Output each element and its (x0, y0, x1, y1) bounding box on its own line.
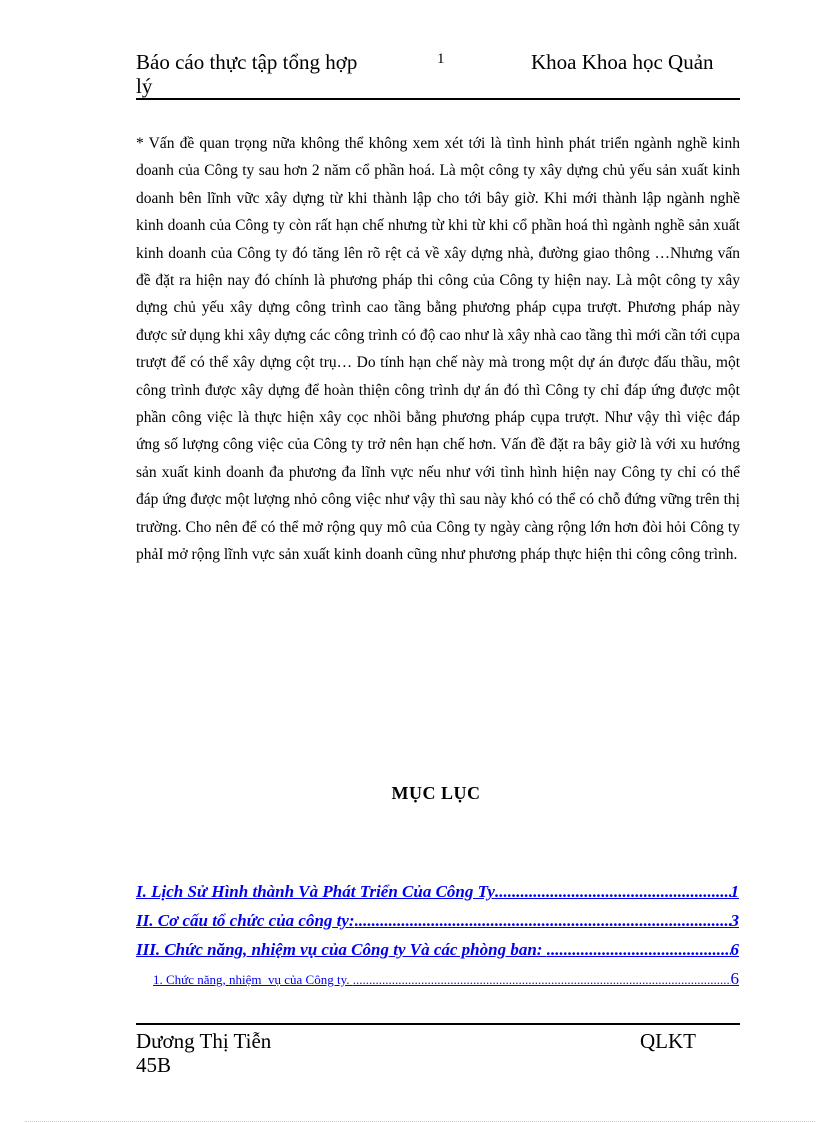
toc-item-page: 6 (730, 969, 739, 988)
toc-leader-dots (495, 882, 731, 902)
header-faculty: Khoa Khoa học Quản (531, 50, 714, 74)
header-rule (136, 98, 740, 100)
body-paragraph: * Vấn đề quan trọng nữa không thể không xem xét tới là tình hình phát triển ngành nghề kinh doanh của Công ty sau hơn 2 năm cổ phần hoá. Là một công ty xây dựng chủ yếu sản xuất kinh doanh bên lĩnh vữc xây dựng từ khi thành lập cho tới bây giờ. Khi mới thành lập ngành nghề kinh doanh của Công ty còn rất hạn chế nhưng từ khi từ khi cổ phần hoá thì ngành nghề sản xuất kinh doanh của Công ty đó tăng lên rõ rệt cả về xây dựng nhà, đường giao thông …Nhưng vấn đề đặt ra hiện nay đó chính là phương pháp thi công của Công ty hiện nay. Là một công ty xây dựng chủ yếu xây dựng công trình cao tầng bằng phương pháp cụpa trượt. Phương pháp này được sử dụng khi xây dựng các công trình có độ cao như là xây nhà cao tầng thì mới cần tới cụpa trượt để có thể xây dựng cột trụ… Do tính hạn chế này mà trong một dự án được đấu thầu, một công trình được xây dựng để hoàn thiện công trình dự án đó thì Công ty chỉ đáp ứng được một phần công việc là thực hiện xây cọc nhồi bằng phương pháp cụpa trượt. Như vậy thì việc đáp ứng số lượng công việc của Công ty trở nên hạn chế hơn. Vấn đề đặt ra bây giờ là với xu hướng sản xuất kinh doanh đa phương đa lĩnh vực nếu như với tình hình hiện nay Công ty chỉ có thể đáp ứng được một lượng nhỏ công việc như vậy thì sau này khó có thể có chỗ đứng vững trên thị trường. Cho nên để có thể mở rộng quy mô của Công ty ngày càng rộng lớn hơn đòi hỏi Công ty phảI mở rộng lĩnh vực sản xuất kinh doanh cũng như phương pháp thực hiện thi công công trình. (136, 135, 740, 564)
toc-item-page: 6 (730, 940, 739, 959)
toc-item-label: 1. Chức năng, nhiệm vụ của Công ty. (153, 972, 353, 987)
toc-subitem-company-functions[interactable] (136, 969, 739, 997)
toc-leader-dots (547, 940, 731, 960)
toc-item-page: 3 (730, 911, 739, 930)
toc-title: MỤC LỤC (391, 783, 481, 803)
footer-department: QLKT (640, 1029, 696, 1053)
table-of-contents (136, 882, 739, 997)
toc-item-history[interactable] (136, 882, 739, 911)
header-report-title: Báo cáo thực tập tổng hợp lý (136, 50, 358, 98)
toc-item-label: I. Lịch Sử Hình thành Và Phát Triển Của Công Ty (136, 882, 495, 901)
toc-item-functions[interactable] (136, 940, 739, 969)
footer-rule (136, 1023, 740, 1025)
toc-item-structure[interactable] (136, 911, 739, 940)
toc-item-label: III. Chức năng, nhiệm vụ của Công ty Và các phòng ban: (136, 940, 547, 959)
toc-item-label: II. Cơ cấu tổ chức của công ty: (136, 911, 355, 930)
header-page-number: 1 (437, 51, 445, 67)
toc-leader-dots (353, 972, 731, 988)
footer-author: Dương Thị Tiễn 45B (136, 1029, 272, 1077)
toc-leader-dots (355, 911, 731, 931)
toc-item-page: 1 (730, 882, 739, 901)
page-boundary (25, 1121, 815, 1122)
